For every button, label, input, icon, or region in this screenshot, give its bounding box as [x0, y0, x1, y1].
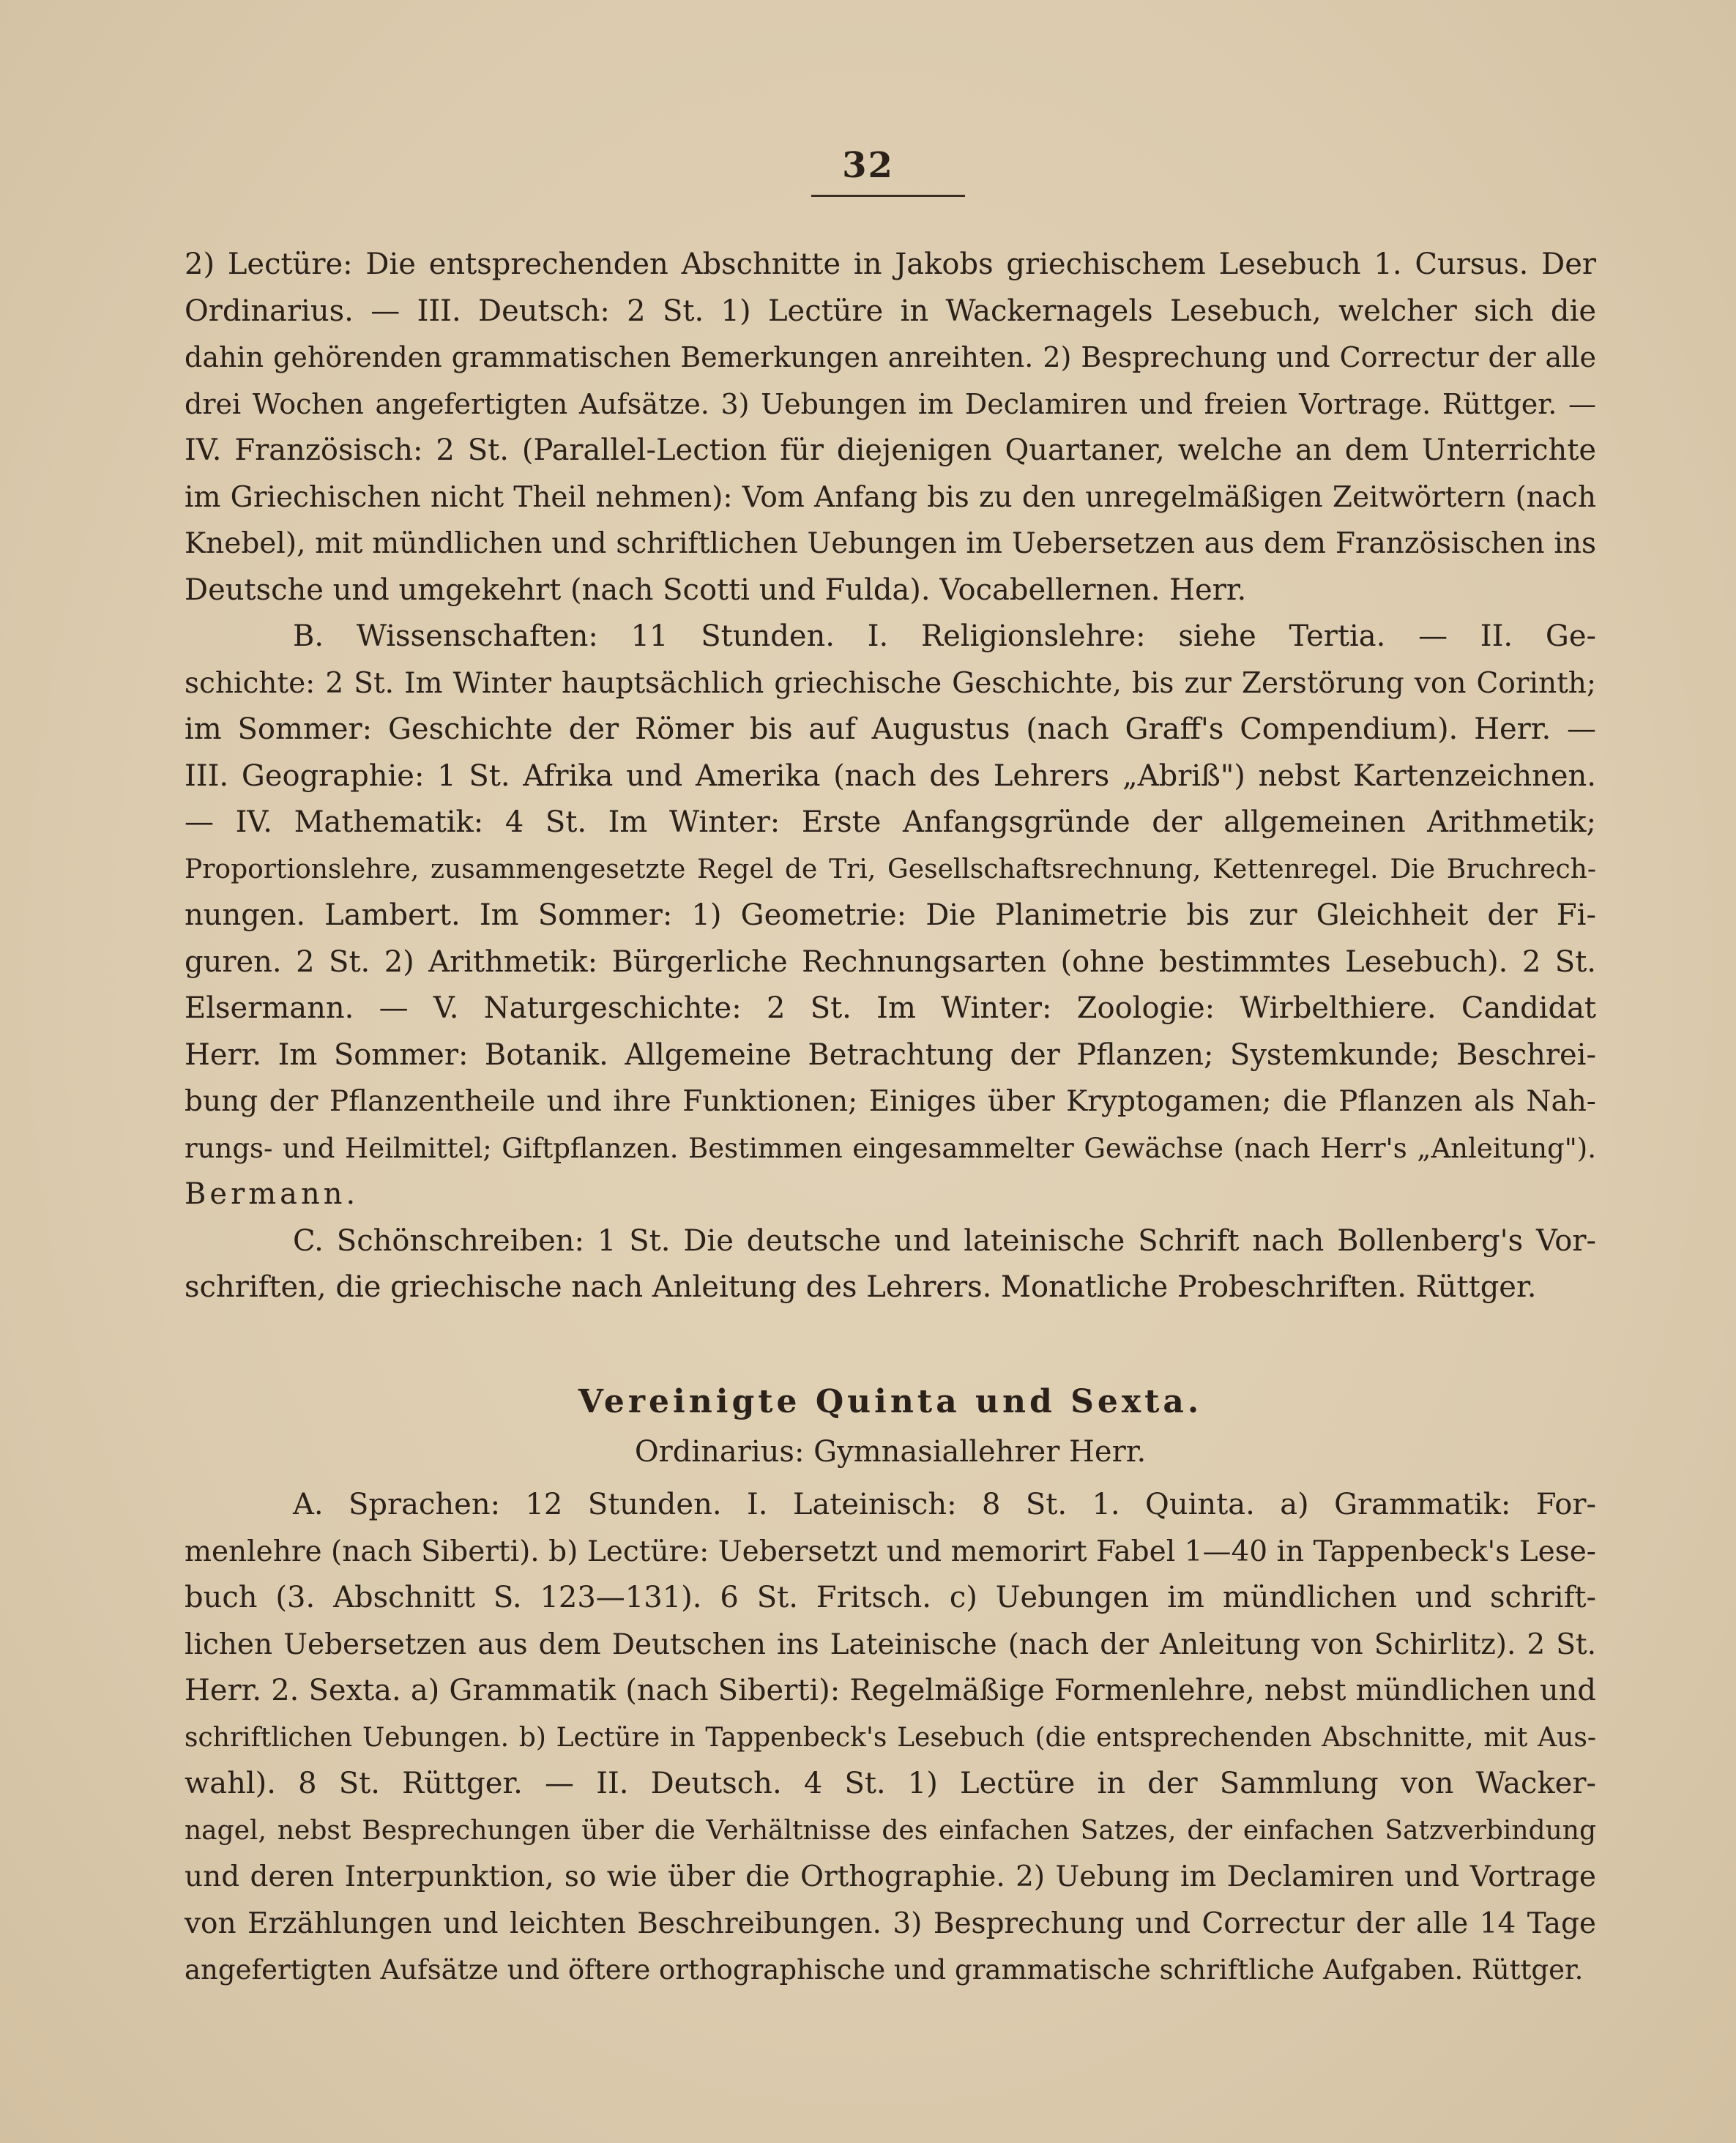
page-number: 32 — [842, 145, 894, 186]
text-line: guren. 2 St. 2) Arithmetik: Bürgerliche Rechnungsarten (ohne bestimmtes Lesebuch). 2 St. — [185, 944, 1596, 979]
text-line: angefertigten Aufsätze und öftere orthographische und grammatische schriftliche Aufgaben. Rüttger. — [185, 1954, 1584, 1986]
text-line: IV. Französisch: 2 St. (Parallel-Lection für diejenigen Quartaner, welche an dem Unterrichte — [185, 433, 1596, 467]
text-line: A. Sprachen: 12 Stunden. I. Lateinisch: 8 St. 1. Quinta. a) Grammatik: For- — [293, 1488, 1596, 1521]
text-line: B. Wissenschaften: 11 Stunden. I. Religionslehre: siehe Tertia. — II. Ge- — [293, 619, 1596, 653]
text-line: im Sommer: Geschichte der Römer bis auf Augustus (nach Graff's Compendium). Herr. — — [185, 712, 1596, 746]
section-ordinarius: Ordinarius: Gymnasiallehrer Herr. — [634, 1435, 1147, 1469]
text-line: Herr. Im Sommer: Botanik. Allgemeine Betrachtung der Pflanzen; Systemkunde; Beschrei- — [185, 1037, 1596, 1072]
text-line: C. Schönschreiben: 1 St. Die deutsche und lateinische Schrift nach Bollenberg's Vor- — [293, 1223, 1596, 1258]
text-line: menlehre (nach Siberti). b) Lectüre: Uebersetzt und memorirt Fabel 1—40 in Tappenbeck's Lese- — [185, 1535, 1596, 1568]
section-heading: Vereinigte Quinta und Sexta. — [578, 1383, 1203, 1420]
text-line: drei Wochen angefertigten Aufsätze. 3) Uebungen im Declamiren und freien Vortrage. Rüttger. — — [185, 387, 1596, 420]
text-line: nagel, nebst Besprechungen über die Verhältnisse des einfachen Satzes, der einfachen Satzverbindung — [185, 1815, 1596, 1846]
text-line: III. Geographie: 1 St. Afrika und Amerika (nach des Lehrers „Abriß") nebst Kartenzeichnen. — [185, 759, 1596, 793]
text-line: lichen Uebersetzen aus dem Deutschen ins Lateinische (nach der Anleitung von Schirlitz). 2 St. — [185, 1628, 1596, 1661]
text-line: von Erzählungen und leichten Beschreibungen. 3) Besprechung und Correctur der alle 14 Tage — [185, 1907, 1596, 1940]
section-quinta-sexta — [185, 1376, 1596, 1994]
text-line: und deren Interpunktion, so wie über die Orthographie. 2) Uebung im Declamiren und Vortrage — [185, 1860, 1596, 1893]
text-line: buch (3. Abschnitt S. 123—131). 6 St. Fritsch. c) Uebungen im mündlichen und schrift- — [185, 1581, 1596, 1614]
text-line: Proportionslehre, zusammengesetzte Regel de Tri, Gesellschaftsrechnung, Kettenregel. Die Bruchrech- — [185, 854, 1596, 884]
text-line: wahl). 8 St. Rüttger. — II. Deutsch. 4 St. 1) Lectüre in der Sammlung von Wacker- — [185, 1767, 1596, 1800]
text-line: 2) Lectüre: Die entsprechenden Abschnitte in Jakobs griechischem Lesebuch 1. Cursus. Der — [185, 247, 1596, 281]
text-line: schriftlichen Uebungen. b) Lectüre in Tappenbeck's Lesebuch (die entsprechenden Abschnitte, mit Aus- — [185, 1722, 1596, 1753]
text-line: Elsermann. — V. Naturgeschichte: 2 St. Im Winter: Zoologie: Wirbelthiere. Candidat — [185, 991, 1596, 1025]
text-line: — IV. Mathematik: 4 St. Im Winter: Erste Anfangsgründe der allgemeinen Arithmetik; — [185, 805, 1596, 839]
text-line: Ordinarius. — III. Deutsch: 2 St. 1) Lectüre in Wackernagels Lesebuch, welcher sich die — [185, 294, 1596, 328]
text-line: nungen. Lambert. Im Sommer: 1) Geometrie: Die Planimetrie bis zur Gleichheit der Fi- — [185, 898, 1596, 932]
text-line: Deutsche und umgekehrt (nach Scotti und Fulda). Vocabellernen. Herr. — [185, 573, 1247, 607]
page-number-rule — [811, 195, 965, 197]
text-line: Bermann. — [185, 1177, 360, 1211]
text-line: Herr. 2. Sexta. a) Grammatik (nach Siberti): Regelmäßige Formenlehre, nebst mündlichen und — [185, 1674, 1596, 1707]
text-line: schichte: 2 St. Im Winter hauptsächlich griechische Geschichte, bis zur Zerstörung von Corinth; — [185, 666, 1596, 700]
text-line: schriften, die griechische nach Anleitung des Lehrers. Monatliche Probeschriften. Rüttger. — [185, 1270, 1537, 1304]
text-line: dahin gehörenden grammatischen Bemerkungen anreihten. 2) Besprechung und Correctur der alle — [185, 341, 1596, 373]
main-text-block — [185, 242, 1596, 1311]
text-line: rungs- und Heilmittel; Giftpflanzen. Bestimmen eingesammelter Gewächse (nach Herr's „Anleitung"). — [185, 1132, 1596, 1164]
text-line: Knebel), mit mündlichen und schriftlichen Uebungen im Uebersetzen aus dem Französischen ins — [185, 527, 1596, 560]
text-line: bung der Pflanzentheile und ihre Funktionen; Einiges über Kryptogamen; die Pflanzen als Nah- — [185, 1085, 1596, 1118]
text-line: im Griechischen nicht Theil nehmen): Vom Anfang bis zu den unregelmäßigen Zeitwörtern (nach — [185, 480, 1596, 514]
